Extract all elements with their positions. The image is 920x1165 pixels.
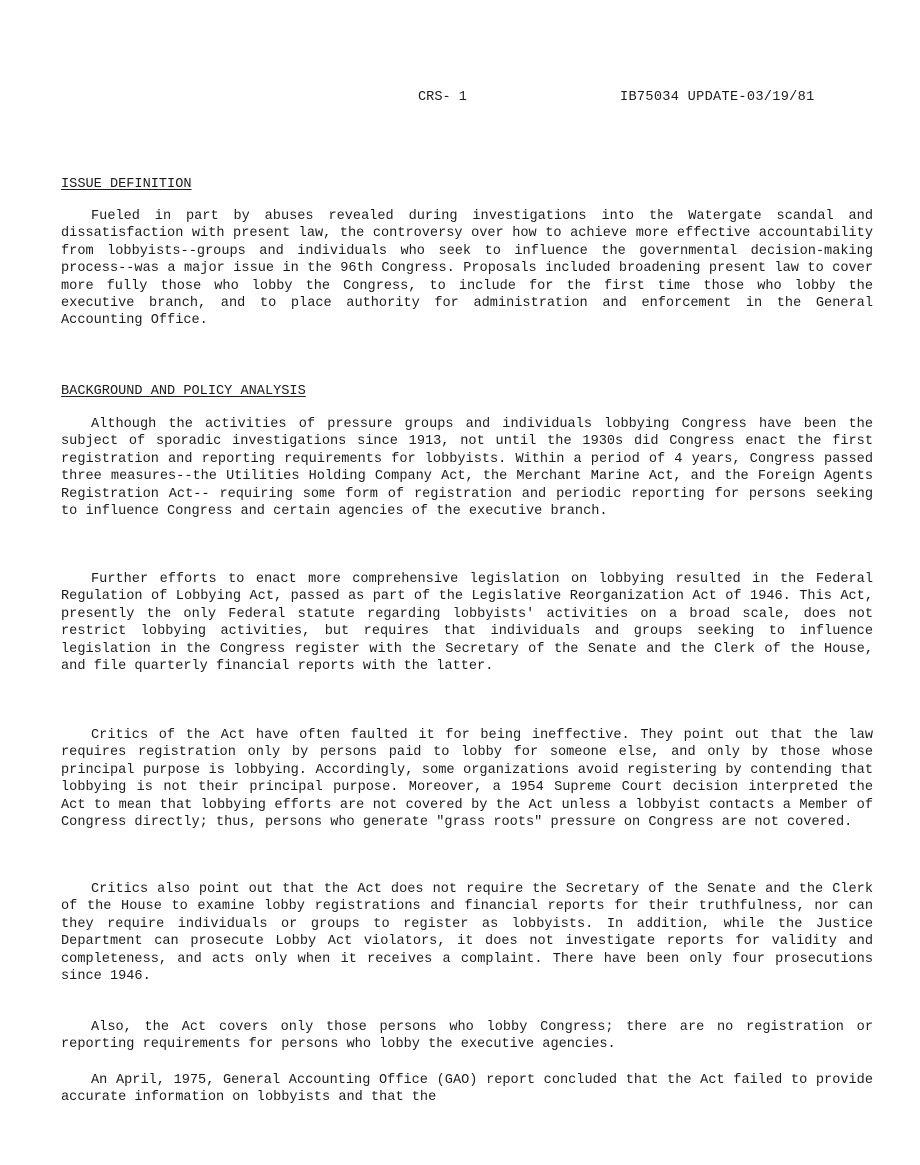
background-paragraph-6: An April, 1975, General Accounting Office (GAO) report concluded that the Act failed to provide accurate information on lobbyists and that the [61,1073,873,1106]
issue-definition-paragraph: Fueled in part by abuses revealed during investigations into the Watergate scandal and dissatisfaction with present law, the controversy over how to achieve more effective accountability from lobbyists--groups and individuals who seek to influence the governmental decision-making process--was a major issue in the 96th Congress. Proposals included broadening present law to cover more fully those who lobby the Congress, to include for the first time those who lobby the executive branch, and to place authority for administration and enforcement in the General Accounting Office. [61,209,873,329]
background-paragraph-3: Critics of the Act have often faulted it for being ineffective. They point out that the law requires registration only by persons paid to lobby for someone else, and only by those whose principal purpose is lobbying. Accordingly, some organizations avoid registering by contending that lobbying is not their principal purpose. Moreover, a 1954 Supreme Court decision interpreted the Act to mean that lobbying efforts are not covered by the Act unless a lobbyist contacts a Member of Congress directly; thus, persons who generate "grass roots" pressure on Congress are not covered. [61,728,873,831]
background-paragraph-2: Further efforts to enact more comprehensive legislation on lobbying resulted in the Federal Regulation of Lobbying Act, passed as part of the Legislative Reorganization Act of 1946. This Act, presently the only Federal statute regarding lobbyists' activities on a broad scale, does not restrict lobbying activities, but requires that individuals and groups seeking to influence legislation in the Congress register with the Secretary of the Senate and the Clerk of the House, and file quarterly financial reports with the latter. [61,572,873,675]
background-paragraph-4: Critics also point out that the Act does not require the Secretary of the Senate and the Clerk of the House to examine lobby registrations and financial reports for their truthfulness, nor can they require individuals or groups to register as lobbyists. In addition, while the Justice Department can prosecute Lobby Act violators, it does not investigate reports for validity and completeness, and acts only when it receives a complaint. There have been only four prosecutions since 1946. [61,882,873,985]
issue-definition-heading: ISSUE DEFINITION [61,177,192,192]
background-heading: BACKGROUND AND POLICY ANALYSIS [61,384,306,399]
page-number: CRS- 1 [418,90,467,105]
document-id: IB75034 UPDATE-03/19/81 [620,90,815,105]
background-paragraph-1: Although the activities of pressure groups and individuals lobbying Congress have been the subject of sporadic investigations since 1913, not until the 1930s did Congress enact the first registration and reporting requirements for lobbyists. Within a period of 4 years, Congress passed three measures--the Utilities Holding Company Act, the Merchant Marine Act, and the Foreign Agents Registration Act-- requiring some form of registration and periodic reporting for persons seeking to influence Congress and certain agencies of the executive branch. [61,417,873,520]
background-paragraph-5: Also, the Act covers only those persons who lobby Congress; there are no registration or reporting requirements for persons who lobby the executive agencies. [61,1020,873,1053]
